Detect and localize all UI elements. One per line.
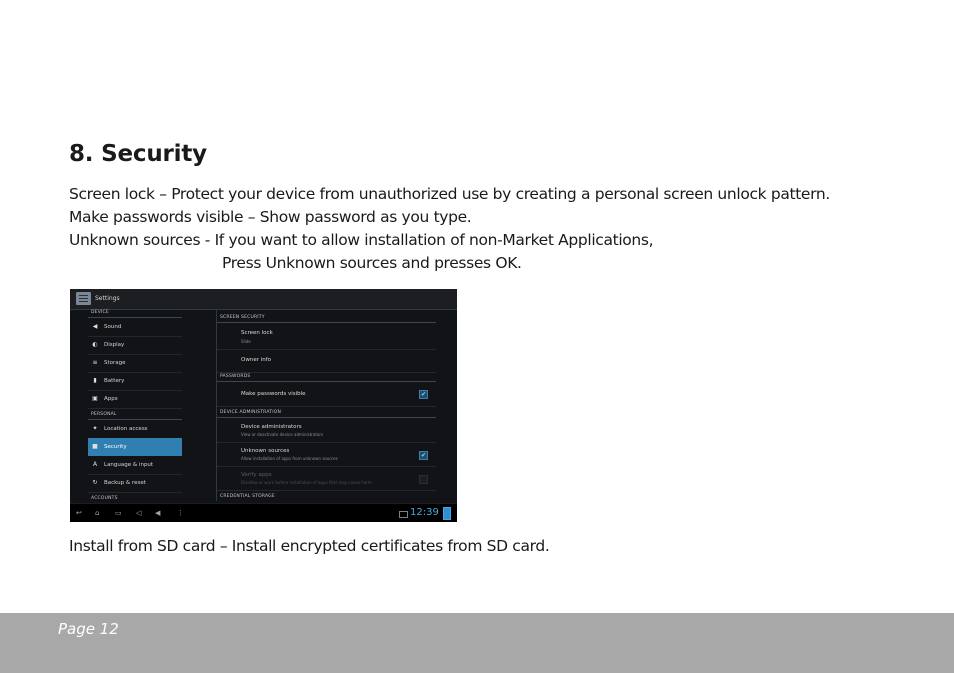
battery-icon: ▮ xyxy=(93,377,97,384)
pref-summary: Slide xyxy=(241,339,251,344)
settings-item-display[interactable] xyxy=(88,336,182,355)
settings-item-label: Display xyxy=(104,342,125,348)
system-navigation-bar xyxy=(70,503,457,522)
pref-summary: Disallow or warn before installation of apps that may cause harm xyxy=(241,480,372,485)
page-number: Page 12 xyxy=(58,620,119,638)
apps-icon: ▣ xyxy=(92,395,98,402)
category-header-accounts: ACCOUNTS xyxy=(91,496,118,501)
page-footer xyxy=(0,613,954,673)
pref-title: Make passwords visible xyxy=(241,391,306,397)
settings-screenshot xyxy=(70,289,457,522)
settings-action-bar xyxy=(70,289,457,310)
pref-make-passwords-visible[interactable] xyxy=(217,382,436,407)
settings-item-label: Security xyxy=(104,444,127,450)
back-icon[interactable]: ↩ xyxy=(76,509,82,517)
checkbox-checked[interactable]: ✔ xyxy=(420,452,427,459)
pref-verify-apps xyxy=(217,467,436,491)
pref-title: Screen lock xyxy=(241,330,273,336)
volume-up-icon[interactable]: ◀ xyxy=(155,509,161,517)
section-header-screen-security: SCREEN SECURITY xyxy=(220,315,265,320)
pref-device-administrators[interactable] xyxy=(217,418,436,443)
volume-down-icon[interactable]: ◁ xyxy=(136,509,142,517)
paragraph-unknown-sources-continued: Press Unknown sources and presses OK. xyxy=(222,254,522,272)
settings-item-storage[interactable] xyxy=(88,354,182,373)
speaker-icon: ◀ xyxy=(92,323,98,330)
settings-title: Settings xyxy=(95,295,120,302)
paragraph-install-from-sd-card: Install from SD card – Install encrypted certificates from SD card. xyxy=(69,537,550,555)
pref-screen-lock[interactable] xyxy=(217,323,436,350)
settings-item-location-access[interactable] xyxy=(88,420,182,439)
category-header-device: DEVICE xyxy=(91,310,109,315)
section-header-device-administration: DEVICE ADMINISTRATION xyxy=(220,410,282,415)
security-settings-panel xyxy=(216,310,456,501)
paragraph-screen-lock: Screen lock – Protect your device from unauthorized use by creating a personal screen unlock pattern. xyxy=(69,185,830,203)
status-clock: 12:39 xyxy=(410,507,439,518)
pref-summary: View or deactivate device administrators xyxy=(241,432,324,437)
settings-item-security[interactable] xyxy=(88,438,182,456)
settings-item-sound[interactable] xyxy=(88,318,182,337)
lock-icon: ■ xyxy=(92,443,98,450)
settings-item-label: Location access xyxy=(104,426,148,432)
settings-item-label: Apps xyxy=(104,396,118,402)
battery-status-icon xyxy=(443,507,451,520)
recent-apps-icon[interactable]: ▭ xyxy=(115,509,122,517)
backup-icon: ↻ xyxy=(92,479,98,486)
menu-icon[interactable]: ⋮ xyxy=(177,509,184,517)
paragraph-unknown-sources: Unknown sources - If you want to allow installation of non-Market Applications, xyxy=(69,231,654,249)
settings-item-label: Language & input xyxy=(104,462,154,468)
notification-icon[interactable] xyxy=(399,511,408,518)
section-header-credential-storage: CREDENTIAL STORAGE xyxy=(220,494,275,499)
settings-item-language-input[interactable] xyxy=(88,456,182,475)
pref-title: Verify apps xyxy=(241,472,272,478)
location-icon: ✦ xyxy=(92,425,98,432)
pref-title: Device administrators xyxy=(241,424,302,430)
section-heading: 8. Security xyxy=(69,141,207,167)
settings-item-backup-reset[interactable] xyxy=(88,474,182,493)
storage-icon: ≡ xyxy=(92,359,98,366)
checkbox-checked[interactable]: ✔ xyxy=(420,391,427,398)
checkbox-disabled xyxy=(419,475,428,484)
home-icon[interactable]: ⌂ xyxy=(95,509,100,517)
brightness-icon: ◐ xyxy=(92,341,98,348)
pref-owner-info[interactable] xyxy=(217,350,436,373)
pref-unknown-sources[interactable] xyxy=(217,443,436,467)
pref-summary: Allow installation of apps from unknown sources xyxy=(241,456,338,461)
language-icon: A xyxy=(92,461,98,468)
settings-item-label: Backup & reset xyxy=(104,480,146,486)
pref-title: Owner info xyxy=(241,357,272,363)
settings-item-label: Battery xyxy=(104,378,125,384)
settings-category-list xyxy=(88,310,182,501)
section-header-passwords: PASSWORDS xyxy=(220,374,251,379)
paragraph-make-passwords-visible: Make passwords visible – Show password as you type. xyxy=(69,208,472,226)
settings-item-apps[interactable] xyxy=(88,390,182,409)
settings-item-label: Storage xyxy=(104,360,126,366)
settings-item-battery[interactable] xyxy=(88,372,182,391)
settings-item-label: Sound xyxy=(104,324,122,330)
pref-title: Unknown sources xyxy=(241,448,290,454)
category-header-personal: PERSONAL xyxy=(91,412,117,417)
settings-app-icon xyxy=(76,292,91,305)
